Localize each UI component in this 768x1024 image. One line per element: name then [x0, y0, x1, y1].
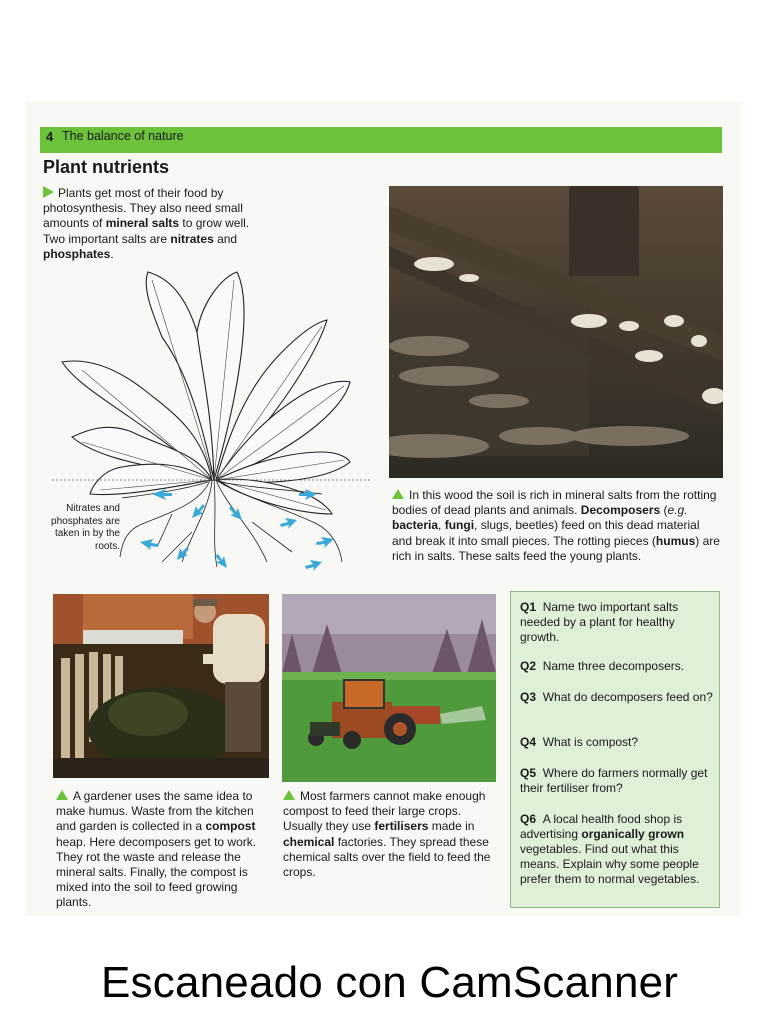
wood-caption: In this wood the soil is rich in mineral salts from the rotting bodies of dead plants and animals. Decomposers (e.g. bacteria, fungi, slugs, beetles) feed on this dead material and break it into small pieces. The rotting pieces (humus) are rich in salts. These salts feed the young plants.	[392, 488, 720, 563]
green-triangle-icon	[283, 790, 295, 800]
gardener-compost-photo	[53, 594, 269, 778]
green-arrow-icon	[43, 186, 54, 198]
question-item: Q4 What is compost?	[520, 735, 639, 749]
intro-paragraph: Plants get most of their food by photosynthesis. They also need small amounts of mineral salts to grow well. Two important salts are nitrates and phosphates.	[43, 186, 250, 261]
scanner-watermark: Escaneado con CamScanner	[101, 958, 679, 1007]
question-item: Q3 What do decomposers feed on?	[520, 690, 713, 704]
gardener-caption: A gardener uses the same idea to make humus. Waste from the kitchen and garden is collected in a compost heap. Here decomposers get to work. They rot the waste and release the mineral salts. Finally, the compost is mixed into the soil to feed growing plants.	[56, 789, 257, 910]
chapter-number: 4	[46, 129, 54, 144]
green-triangle-icon	[392, 489, 404, 499]
forest-decomposers-photo	[389, 186, 723, 478]
roots-label: Nitrates and phosphates are taken in by the roots.	[51, 503, 120, 552]
question-item: Q2 Name three decomposers.	[520, 659, 685, 673]
section-title: Plant nutrients	[43, 157, 170, 177]
green-triangle-icon	[56, 790, 68, 800]
question-item: Q6 A local health food shop is advertising organically grown vegetables. Find out what this means. Explain why some people prefer them to normal vegetables.	[520, 812, 700, 886]
tractor-field-photo	[282, 594, 496, 782]
questions-box	[510, 591, 720, 908]
farmer-caption: Most farmers cannot make enough compost to feed their large crops. Usually they use fertilisers made in chemical factories. They spread these chemical salts over the field to feed the crops.	[283, 789, 491, 880]
question-item: Q5 Where do farmers normally get their fertiliser from?	[520, 766, 708, 795]
question-item: Q1 Name two important salts needed by a plant for healthy growth.	[520, 600, 679, 644]
chapter-title: The balance of nature	[62, 129, 184, 143]
